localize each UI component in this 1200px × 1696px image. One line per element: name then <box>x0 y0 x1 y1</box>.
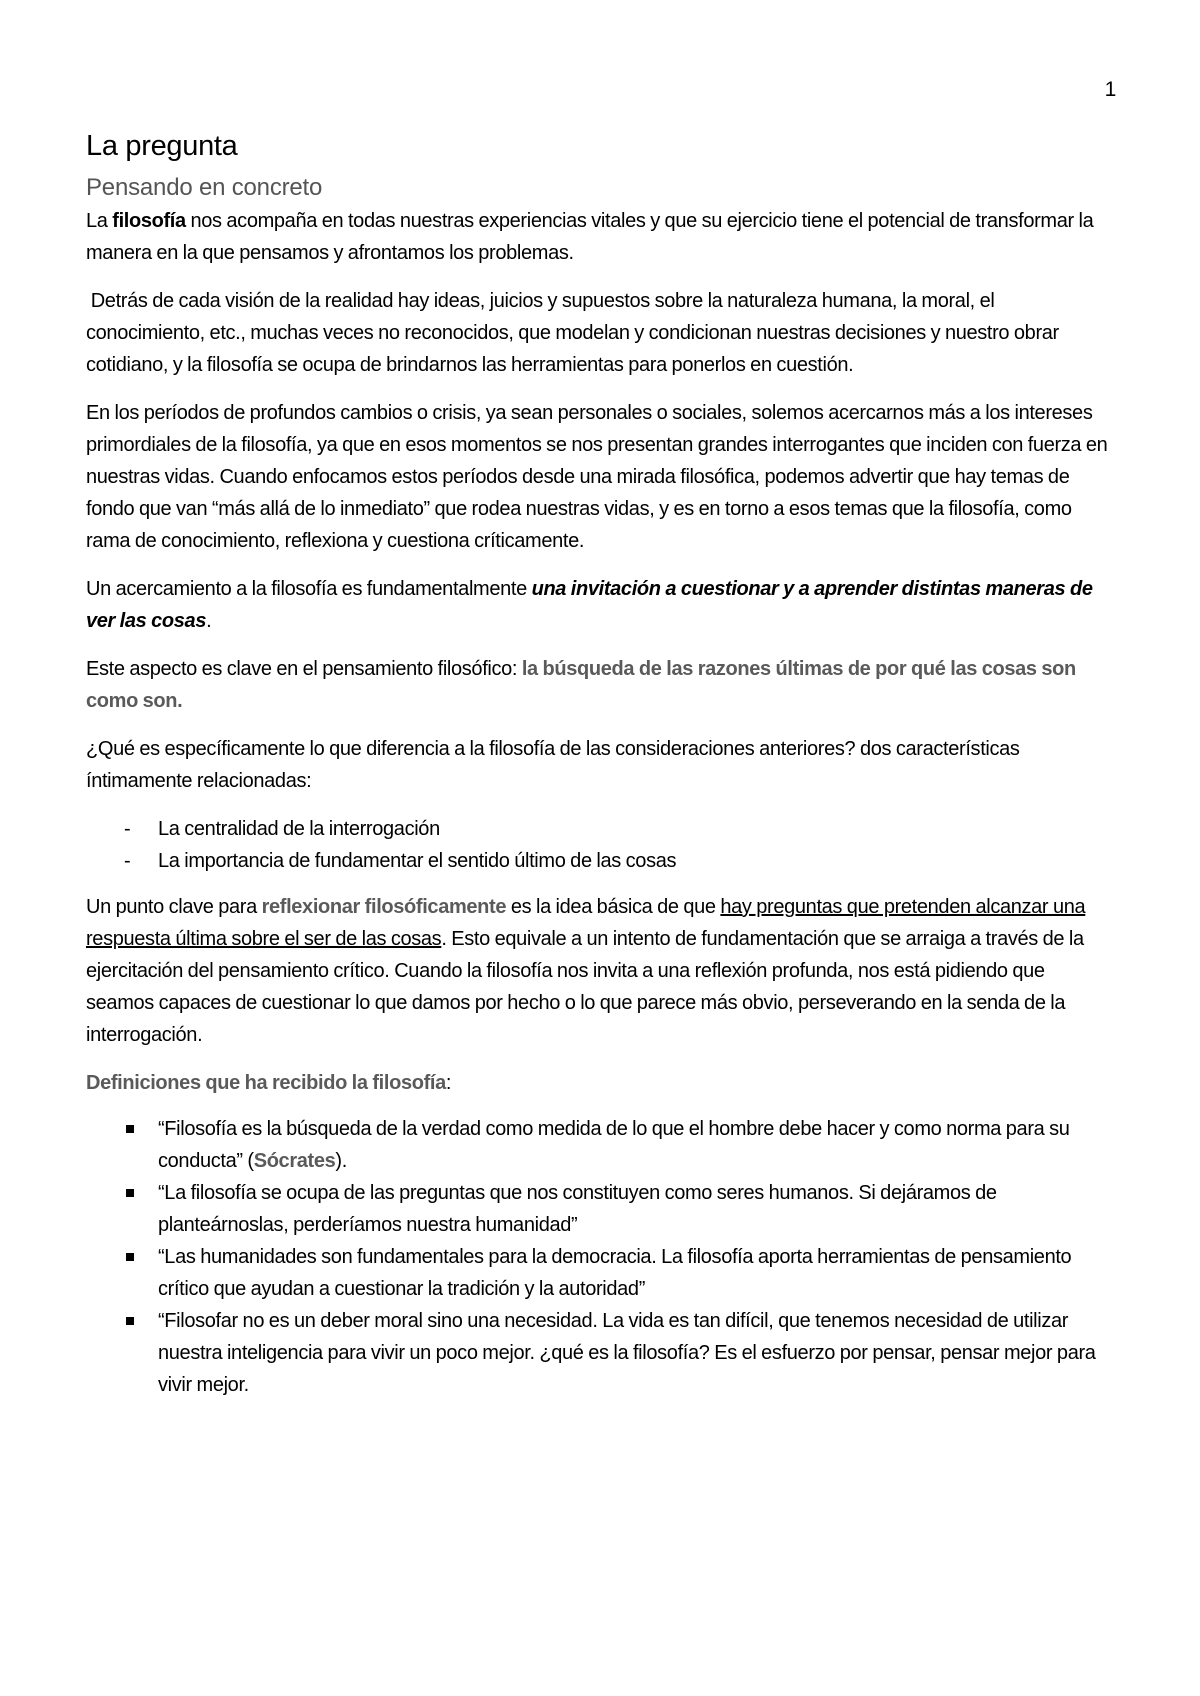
paragraph-4-start: Un acercamiento a la filosofía es fundamentalmente <box>86 577 532 600</box>
definitions-heading-colon: : <box>445 1071 452 1094</box>
paragraph-7-a: Un punto clave para <box>86 895 262 918</box>
square-bullet-icon <box>126 1189 134 1197</box>
paragraph-4-end: . <box>206 609 212 632</box>
author-socrates: Sócrates <box>253 1149 336 1172</box>
dash-marker: - <box>124 849 131 872</box>
paragraph-1-start: La <box>86 209 113 232</box>
paragraph-4 <box>86 573 1116 637</box>
paragraph-2: Detrás de cada visión de la realidad hay ideas, juicios y supuestos sobre la naturaleza humana, la moral, el conocimiento, etc., muchas veces no reconocidos, que modelan y condicionan nuestras decisiones y nuestro obrar cotidiano, y la filosofía se ocupa de brindarnos las herramientas para ponerlos en cuestión. <box>86 289 1064 376</box>
page-number: 1 <box>1104 78 1116 101</box>
dash-marker: - <box>124 817 131 840</box>
list-item <box>86 813 1116 845</box>
paragraph-7 <box>86 891 1116 1051</box>
document-title: La pregunta <box>86 130 238 162</box>
list-item-text: La centralidad de la interrogación <box>158 817 440 840</box>
emphasis-invitation: una invitación a cuestionar y a aprender distintas maneras de ver las cosas <box>86 577 1093 632</box>
document-body <box>86 128 1116 1415</box>
document-subtitle: Pensando en concreto <box>86 173 323 201</box>
paragraph-1 <box>86 205 1116 269</box>
list-item-text: La importancia de fundamentar el sentido último de las cosas <box>158 849 677 872</box>
definitions-heading-text: Definiciones que ha recibido la filosofía <box>86 1071 446 1094</box>
square-bullet-icon <box>126 1125 134 1133</box>
paragraph-5 <box>86 653 1116 717</box>
list-item <box>86 1113 1116 1177</box>
definition-2: “La filosofía se ocupa de las preguntas que nos constituyen como seres humanos. Si dejáramos de planteárnoslas, perderíamos nuestra humanidad” <box>158 1181 997 1236</box>
paragraph-7-c: es la idea básica de que <box>506 895 721 918</box>
emphasis-ultimate-reasons: la búsqueda de las razones últimas de por qué las cosas son como son. <box>86 657 1076 712</box>
paragraph-5-start: Este aspecto es clave en el pensamiento filosófico: <box>86 657 522 680</box>
list-item <box>86 845 1116 877</box>
characteristics-list <box>86 813 1116 877</box>
definition-1-end: ). <box>335 1149 347 1172</box>
definition-1-start: “Filosofía es la búsqueda de la verdad como medida de lo que el hombre debe hacer y como norma para su conducta” ( <box>158 1117 1070 1172</box>
underlined-key-idea: hay preguntas que pretenden alcanzar una respuesta última sobre el ser de las cosas <box>86 895 1086 950</box>
list-item <box>86 1241 1116 1305</box>
square-bullet-icon <box>126 1317 134 1325</box>
definitions-list <box>86 1113 1116 1401</box>
paragraph-6: ¿Qué es específicamente lo que diferencia a la filosofía de las consideraciones anteriores? dos características íntimamente relacionadas: <box>86 737 1020 792</box>
paragraph-7-e: . Esto equivale a un intento de fundamentación que se arraiga a través de la ejercitación del pensamiento crítico. Cuando la filosofía nos invita a una reflexión profunda, nos está pidiendo que seamos capaces de cuestionar lo que damos por hecho o lo que parece más obvio, perseverando en la senda de la interrogación. <box>86 927 1084 1046</box>
list-item <box>86 1177 1116 1241</box>
definition-3: “Las humanidades son fundamentales para la democracia. La filosofía aporta herramientas de pensamiento crítico que ayudan a cuestionar la tradición y la autoridad” <box>158 1245 1072 1300</box>
list-item <box>86 1305 1116 1401</box>
definition-4: “Filosofar no es un deber moral sino una necesidad. La vida es tan difícil, que tenemos necesidad de utilizar nuestra inteligencia para vivir un poco mejor. ¿qué es la filosofía? Es el esfuerzo por pensar, pensar mejor para vivir mejor. <box>158 1309 1096 1396</box>
definitions-heading <box>86 1067 1116 1099</box>
paragraph-3: En los períodos de profundos cambios o crisis, ya sean personales o sociales, solemos acercarnos más a los intereses primordiales de la filosofía, ya que en esos momentos se nos presentan grandes interrogantes que inciden con fuerza en nuestras vidas. Cuando enfocamos estos períodos desde una mirada filosófica, podemos advertir que hay temas de fondo que van “más allá de lo inmediato” que rodea nuestras vidas, y es en torno a esos temas que la filosofía, como rama de conocimiento, reflexiona y cuestiona críticamente. <box>86 401 1108 552</box>
square-bullet-icon <box>126 1253 134 1261</box>
emphasis-reflect: reflexionar filosóficamente <box>261 895 507 918</box>
keyword-filosofia: filosofía <box>112 209 186 232</box>
paragraph-1-rest: nos acompaña en todas nuestras experiencias vitales y que su ejercicio tiene el potencial de transformar la manera en la que pensamos y afrontamos los problemas. <box>86 209 1094 264</box>
